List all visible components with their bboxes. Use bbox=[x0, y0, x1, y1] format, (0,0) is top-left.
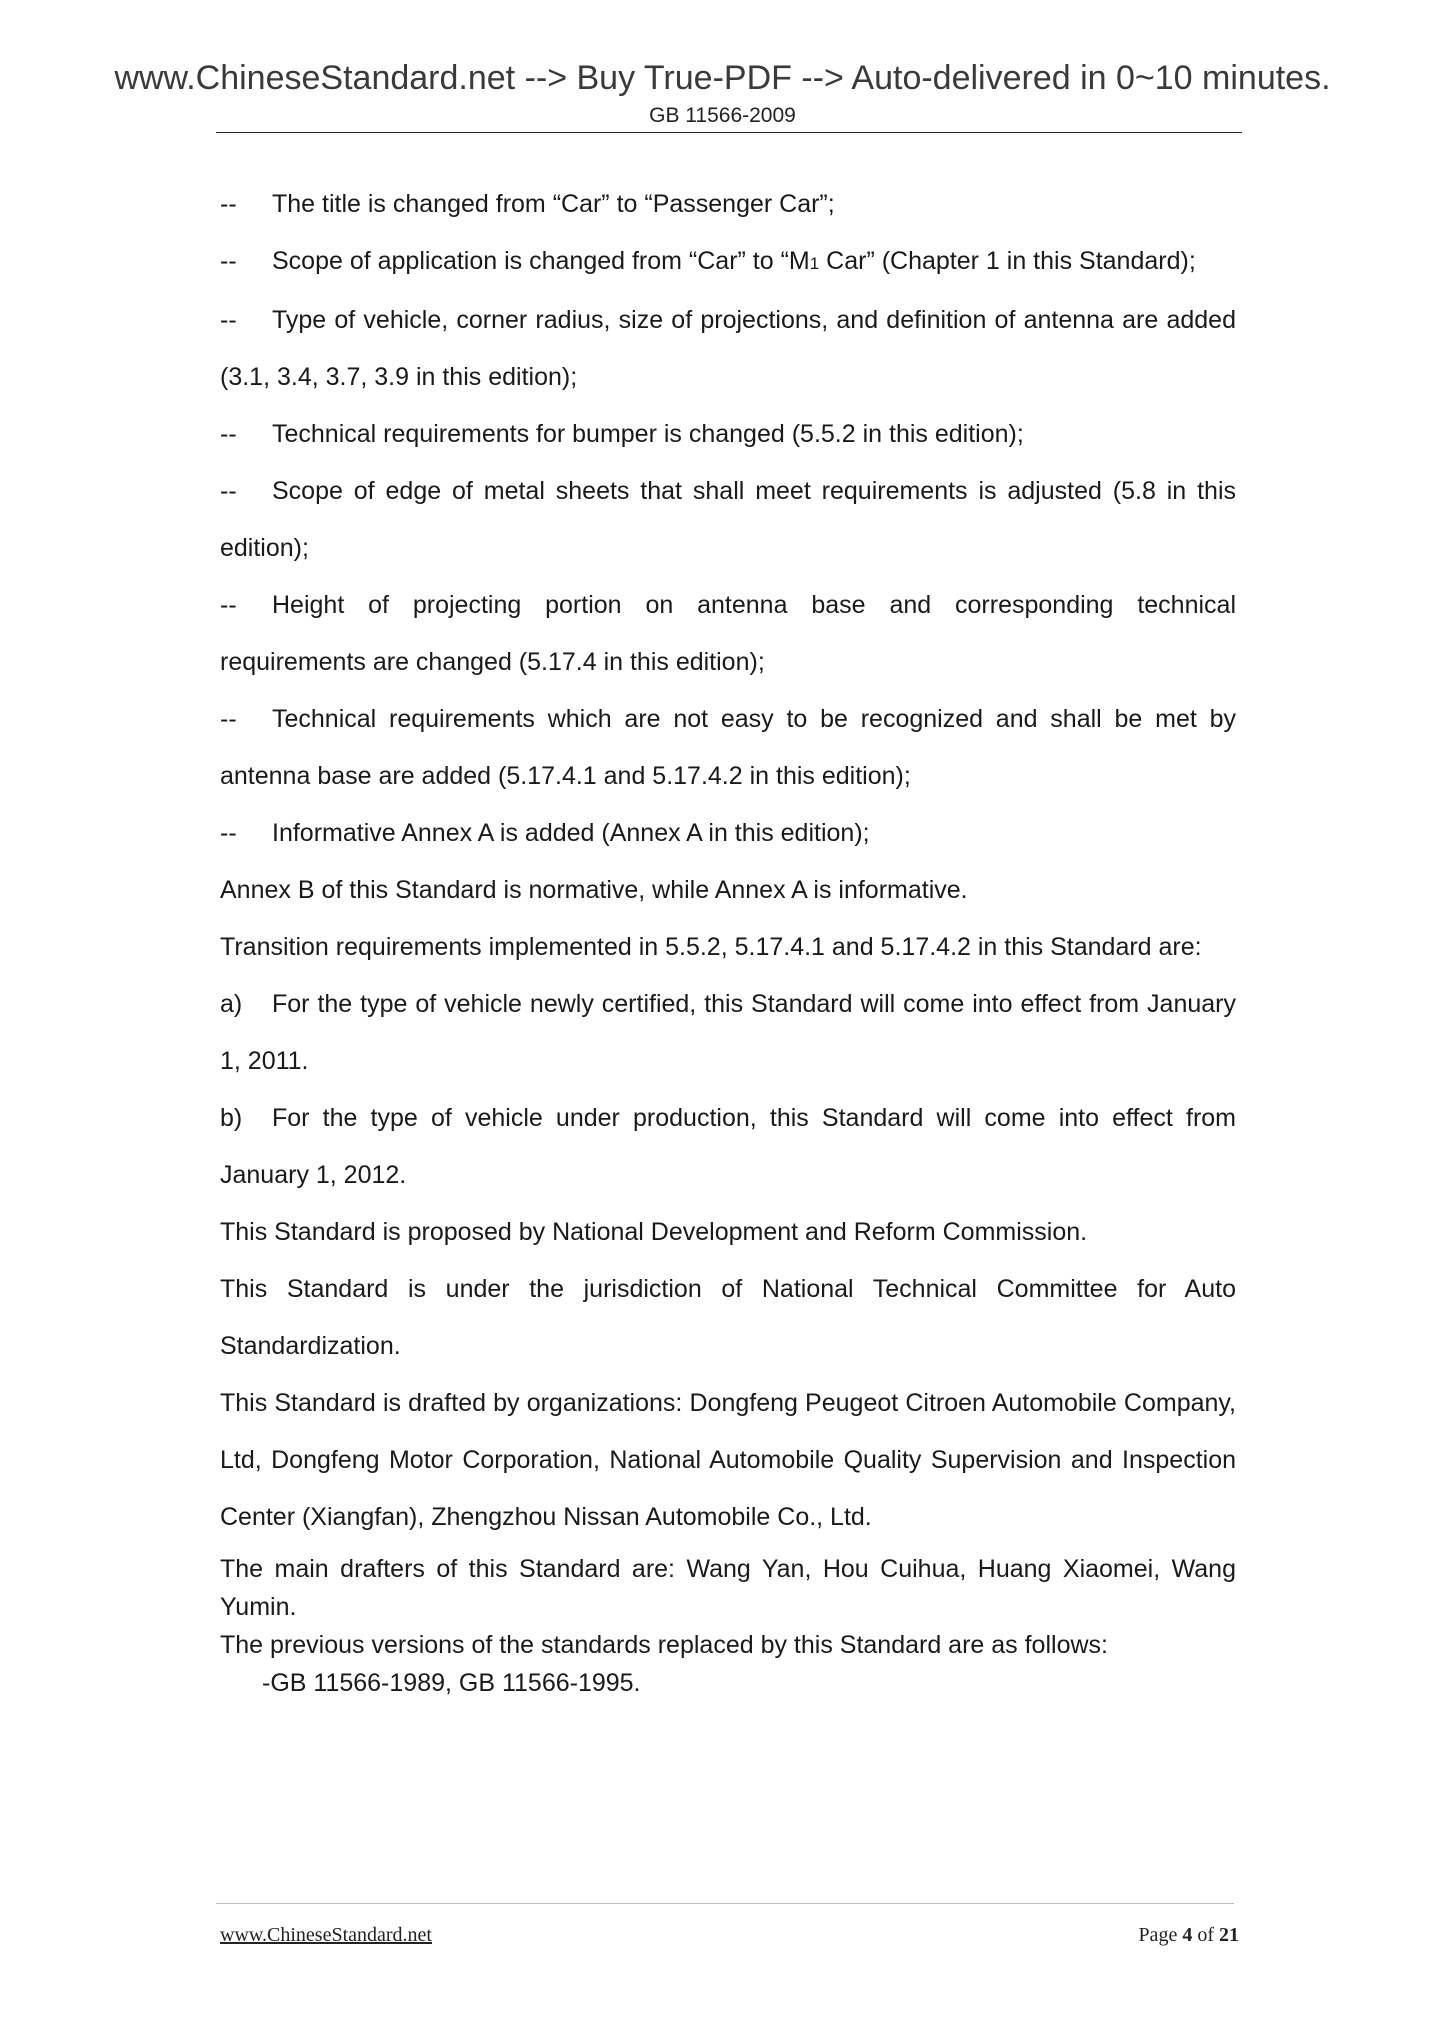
list-marker: a) bbox=[220, 990, 243, 1018]
list-marker: -- bbox=[220, 247, 237, 275]
change-text: Technical requirements for bumper is changed (5.5.2 in this edition); bbox=[272, 420, 1024, 448]
list-marker: -- bbox=[220, 705, 237, 733]
previous-versions-intro: The previous versions of the standards replaced by this Standard are as follows: bbox=[220, 1631, 1108, 1659]
document-body bbox=[220, 176, 1236, 1702]
change-text: Technical requirements which are not easy to be recognized and shall be met by antenna base are added (5.17.4.1 and 5.17.4.2 in this edition); bbox=[220, 705, 1236, 790]
previous-version-item bbox=[220, 1664, 1236, 1702]
page-prefix: Page bbox=[1138, 1924, 1183, 1946]
current-page: 4 bbox=[1182, 1924, 1193, 1946]
main-drafters: The main drafters of this Standard are: Wang Yan, Hou Cuihua, Huang Xiaomei, Wang Yumin. bbox=[220, 1555, 1236, 1621]
transition-text: For the type of vehicle under production, this Standard will come into effect from January 1, 2012. bbox=[220, 1104, 1236, 1189]
annex-statement: Annex B of this Standard is normative, while Annex A is informative. bbox=[220, 876, 968, 904]
change-text: Informative Annex A is added (Annex A in this edition); bbox=[272, 819, 870, 847]
change-text: Type of vehicle, corner radius, size of projections, and definition of antenna are added (3.1, 3.4, 3.7, 3.9 in this edition); bbox=[220, 306, 1236, 391]
list-marker: -- bbox=[220, 819, 237, 847]
drafting-organizations: This Standard is drafted by organizations: Dongfeng Peugeot Citroen Automobile Company, Ltd, Dongfeng Motor Corporation, National Automobile Quality Supervision and Inspection Center (Xiangfan), Zhengzhou Nissan Automobile Co., Ltd. bbox=[220, 1389, 1236, 1531]
page-indicator bbox=[1138, 1924, 1239, 1947]
proposed-by: This Standard is proposed by National Development and Reform Commission. bbox=[220, 1218, 1088, 1246]
previous-version-text: GB 11566-1989, GB 11566-1995. bbox=[270, 1669, 641, 1697]
change-text: Car” (Chapter 1 in this Standard); bbox=[819, 247, 1196, 275]
download-banner[interactable]: www.ChineseStandard.net --> Buy True-PDF --> Auto-delivered in 0~10 minutes. bbox=[114, 59, 1331, 97]
total-pages: 21 bbox=[1219, 1924, 1239, 1946]
change-text: Height of projecting portion on antenna base and corresponding technical requirements are changed (5.17.4 in this edition); bbox=[220, 591, 1236, 676]
list-marker: b) bbox=[220, 1104, 243, 1132]
header-divider bbox=[216, 132, 1242, 133]
transition-text: For the type of vehicle newly certified, this Standard will come into effect from January 1, 2011. bbox=[220, 990, 1236, 1075]
footer-site-link[interactable]: www.ChineseStandard.net bbox=[220, 1924, 432, 1946]
page-of: of bbox=[1192, 1924, 1219, 1946]
change-item bbox=[220, 805, 1236, 862]
footer-divider bbox=[216, 1903, 1234, 1904]
change-text: Scope of application is changed from “Car” to “M bbox=[272, 247, 810, 275]
transition-item bbox=[220, 1090, 1236, 1204]
change-item bbox=[220, 292, 1236, 406]
change-item bbox=[220, 577, 1236, 691]
change-item bbox=[220, 406, 1236, 463]
list-marker: -- bbox=[220, 190, 237, 218]
list-marker: -- bbox=[220, 306, 237, 334]
change-text: The title is changed from “Car” to “Passenger Car”; bbox=[272, 190, 835, 218]
list-marker: -- bbox=[220, 477, 237, 505]
change-item bbox=[220, 176, 1236, 233]
subscript: 1 bbox=[809, 254, 820, 273]
change-item bbox=[220, 233, 1236, 292]
list-marker: -- bbox=[220, 420, 237, 448]
change-item bbox=[220, 691, 1236, 805]
jurisdiction-statement: This Standard is under the jurisdiction of National Technical Committee for Auto Standardization. bbox=[220, 1275, 1236, 1360]
standard-code: GB 11566-2009 bbox=[649, 104, 796, 127]
change-item bbox=[220, 463, 1236, 577]
transition-item bbox=[220, 976, 1236, 1090]
transition-intro: Transition requirements implemented in 5.5.2, 5.17.4.1 and 5.17.4.2 in this Standard are: bbox=[220, 933, 1202, 961]
change-text: Scope of edge of metal sheets that shall meet requirements is adjusted (5.8 in this edition); bbox=[220, 477, 1236, 562]
list-marker: -- bbox=[220, 591, 237, 619]
list-marker: - bbox=[262, 1669, 271, 1697]
